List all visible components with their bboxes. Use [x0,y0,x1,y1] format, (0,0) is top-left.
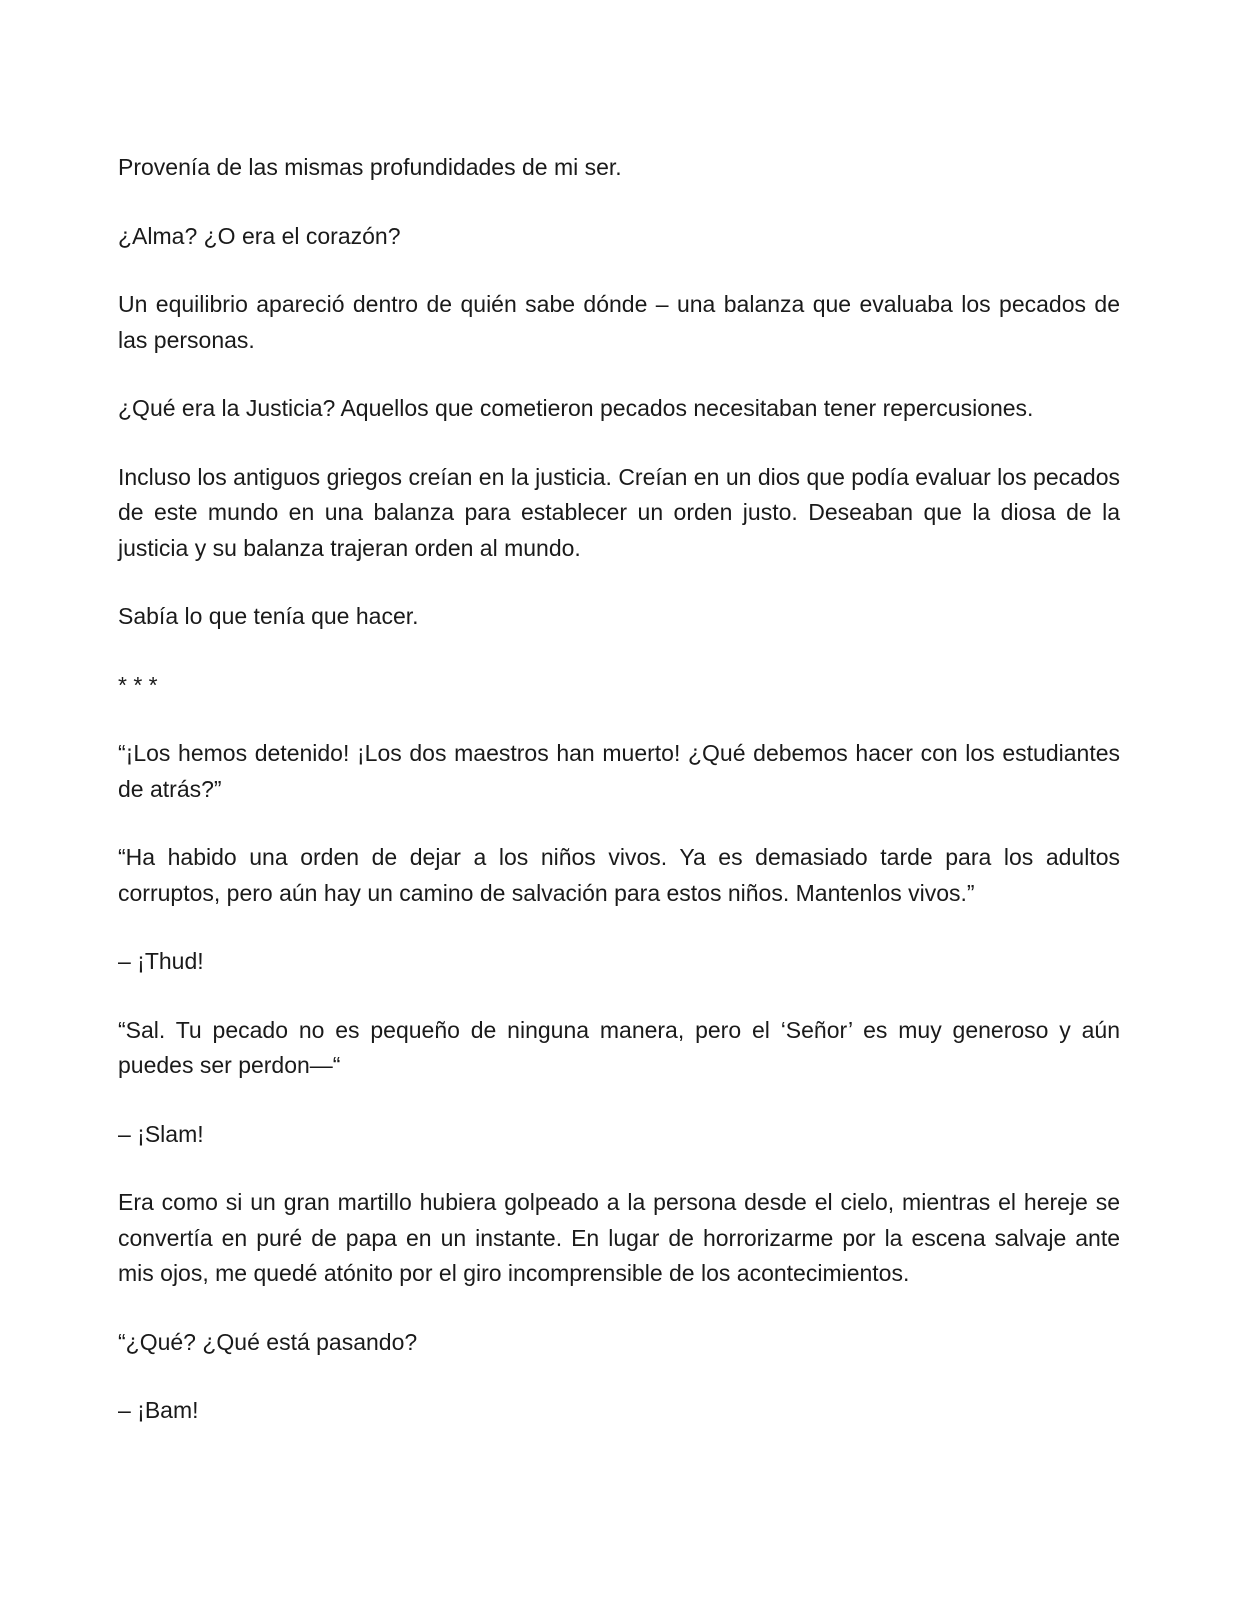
paragraph: Incluso los antiguos griegos creían en la justicia. Creían en un dios que podía evaluar los pecados de este mundo en una balanza para establecer un orden justo. Deseaban que la diosa de la justicia y su balanza trajeran orden al mundo. [118,463,1120,561]
text-column [118,150,1120,1462]
paragraph: “Ha habido una orden de dejar a los niños vivos. Ya es demasiado tarde para los adultos corruptos, pero aún hay un camino de salvación para estos niños. Mantenlos vivos.” [118,844,1120,906]
paragraph: Provenía de las mismas profundidades de mi ser. [118,154,622,180]
scene-break: * * * [118,671,158,698]
paragraph: Sabía lo que tenía que hacer. [118,603,419,629]
paragraph: “¿Qué? ¿Qué está pasando? [118,1328,418,1355]
paragraph: “¡Los hemos detenido! ¡Los dos maestros han muerto! ¿Qué debemos hacer con los estudiantes de atrás?” [118,740,1120,802]
sound-effect: – ¡Slam! [118,1120,204,1147]
paragraph: ¿Alma? ¿O era el corazón? [118,222,401,249]
paragraph: “Sal. Tu pecado no es pequeño de ninguna manera, pero el ‘Señor’ es muy generoso y aún puedes ser perdon—“ [118,1016,1120,1078]
sound-effect: – ¡Bam! [118,1397,199,1423]
paragraph: ¿Qué era la Justicia? Aquellos que cometieron pecados necesitaban tener repercusiones. [118,395,1034,421]
paragraph: Un equilibrio apareció dentro de quién sabe dónde – una balanza que evaluaba los pecados de las personas. [118,291,1120,353]
sound-effect: – ¡Thud! [118,948,204,974]
paragraph: Era como si un gran martillo hubiera golpeado a la persona desde el cielo, mientras el hereje se convertía en puré de papa en un instante. En lugar de horrorizarme por la escena salvaje ante mis ojos, me quedé atónito por el giro incomprensible de los acontecimientos. [118,1189,1120,1286]
